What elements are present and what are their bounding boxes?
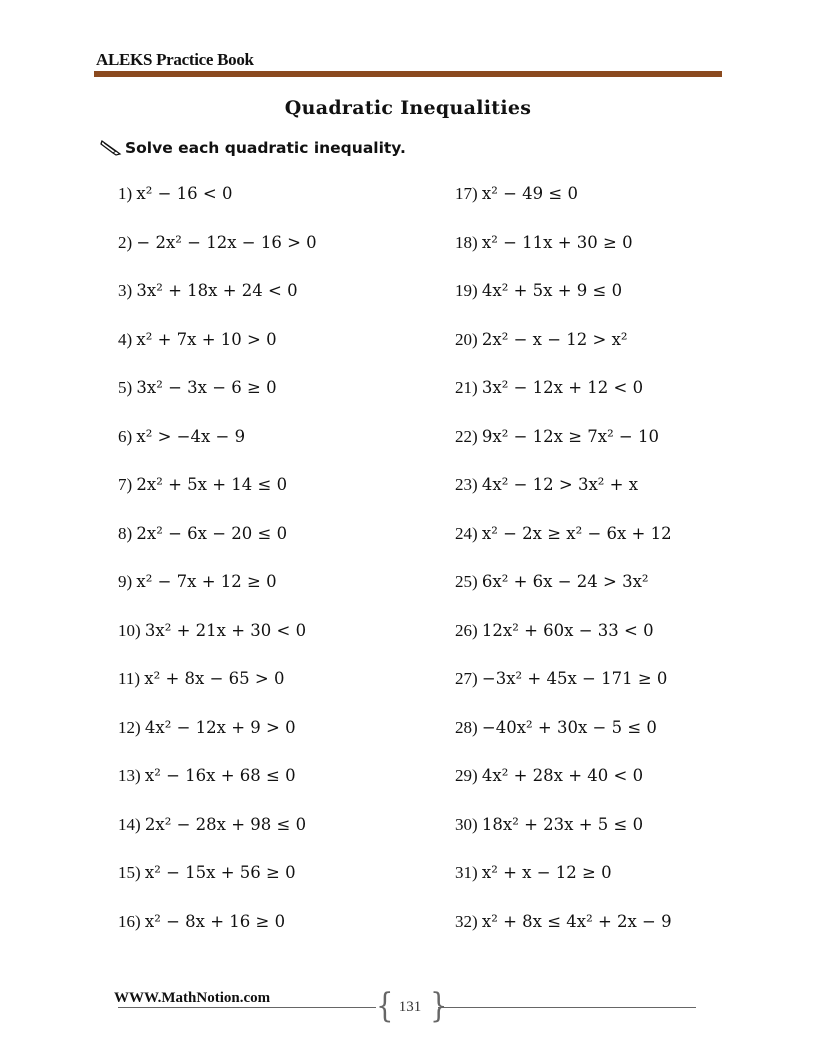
problem-number: 16) [118, 911, 141, 931]
problem-item [455, 330, 628, 350]
problem-item [455, 427, 659, 447]
problem-number: 8) [118, 523, 133, 543]
problem-item [118, 330, 277, 350]
problem-number: 2) [118, 232, 133, 252]
problem-item [118, 475, 287, 495]
problem-number: 27) [455, 669, 478, 688]
problem-item [455, 233, 633, 253]
problem-item [118, 572, 277, 592]
problem-number: 7) [118, 475, 133, 494]
problem-expression: x² − 49 ≤ 0 [481, 184, 578, 203]
problem-item [455, 621, 654, 641]
problem-number: 20) [455, 329, 478, 349]
problem-number: 12) [118, 717, 141, 737]
page-title: Quadratic Inequalities [284, 97, 532, 119]
problem-expression: x² − 7x + 12 ≥ 0 [136, 572, 277, 591]
problem-expression: 2x² + 5x + 14 ≤ 0 [136, 475, 288, 494]
problem-item [455, 524, 672, 544]
problem-number: 32) [455, 911, 478, 931]
problem-item [118, 281, 298, 301]
problem-number: 19) [455, 281, 478, 300]
problem-expression: 3x² + 21x + 30 < 0 [144, 620, 307, 640]
problem-number: 31) [455, 863, 478, 882]
problem-number: 6) [118, 426, 133, 446]
problem-item [455, 718, 657, 738]
problem-item [455, 815, 643, 835]
problem-item [118, 427, 245, 447]
problem-number: 11) [118, 669, 141, 688]
problem-expression: 3x² + 18x + 24 < 0 [136, 281, 298, 300]
problem-number: 23) [455, 475, 478, 494]
problem-number: 9) [118, 572, 133, 591]
problem-item [455, 766, 643, 786]
problem-expression: x² − 15x + 56 ≥ 0 [144, 863, 296, 882]
problem-item [455, 912, 672, 932]
problem-item [118, 863, 296, 883]
problem-item [118, 815, 306, 835]
problem-item [455, 863, 612, 883]
problem-number: 1) [118, 184, 133, 203]
problem-expression: x² − 2x ≥ x² − 6x + 12 [481, 523, 672, 543]
page-number: 131 [398, 999, 422, 1015]
problem-expression: x² + 8x ≤ 4x² + 2x − 9 [481, 911, 672, 931]
problem-item [455, 184, 578, 204]
problem-item [118, 766, 296, 786]
problem-expression: 2x² − x − 12 > x² [481, 329, 628, 349]
problem-expression: x² + 8x − 65 > 0 [144, 669, 285, 688]
problem-expression: x² + 7x + 10 > 0 [136, 329, 277, 349]
problem-number: 21) [455, 378, 478, 397]
problem-number: 5) [118, 378, 133, 397]
problem-expression: 4x² + 5x + 9 ≤ 0 [481, 281, 623, 300]
problem-number: 17) [455, 184, 478, 203]
footer-rule-left [118, 1007, 376, 1008]
problem-item [455, 378, 643, 398]
problem-expression: −40x² + 30x − 5 ≤ 0 [481, 717, 657, 737]
problem-number: 10) [118, 620, 141, 640]
problem-number: 30) [455, 814, 478, 834]
instruction [100, 138, 406, 158]
problem-number: 14) [118, 814, 141, 834]
problem-item [455, 475, 638, 495]
problem-expression: x² − 8x + 16 ≥ 0 [144, 911, 286, 931]
right-bracket-icon: } [430, 986, 448, 1026]
problem-number: 22) [455, 426, 478, 446]
problem-item [118, 378, 277, 398]
problem-expression: x² − 11x + 30 ≥ 0 [481, 232, 633, 252]
problem-number: 25) [455, 572, 478, 591]
problem-number: 24) [455, 523, 478, 543]
problem-expression: 2x² − 28x + 98 ≤ 0 [144, 814, 307, 834]
problem-number: 28) [455, 717, 478, 737]
problem-item [455, 281, 622, 301]
problem-expression: 3x² − 3x − 6 ≥ 0 [136, 378, 277, 397]
problem-item [455, 669, 667, 689]
problem-item [118, 669, 284, 689]
problem-expression: x² − 16x + 68 ≤ 0 [144, 766, 296, 785]
problem-expression: 2x² − 6x − 20 ≤ 0 [136, 523, 288, 543]
left-bracket-icon: { [376, 986, 394, 1026]
problem-number: 29) [455, 766, 478, 785]
problem-item [118, 524, 287, 544]
problem-expression: 4x² − 12x + 9 > 0 [144, 717, 296, 737]
header-rule [94, 71, 722, 77]
problem-number: 18) [455, 232, 478, 252]
problem-item [118, 233, 317, 253]
problem-number: 3) [118, 281, 133, 300]
problem-expression: − 2x² − 12x − 16 > 0 [136, 232, 317, 252]
footer-rule-right [438, 1007, 696, 1008]
problem-expression: x² − 16 < 0 [136, 184, 233, 203]
problem-item [118, 718, 296, 738]
problem-expression: 18x² + 23x + 5 ≤ 0 [481, 814, 644, 834]
problem-item [118, 912, 285, 932]
problem-expression: 12x² + 60x − 33 < 0 [481, 620, 654, 640]
problem-expression: −3x² + 45x − 171 ≥ 0 [481, 669, 668, 688]
problem-item [455, 572, 649, 592]
problem-number: 13) [118, 766, 141, 785]
pencil-icon [100, 138, 124, 158]
problem-number: 26) [455, 620, 478, 640]
problem-expression: 3x² − 12x + 12 < 0 [481, 378, 644, 397]
problem-number: 15) [118, 863, 141, 882]
problem-expression: 9x² − 12x ≥ 7x² − 10 [481, 426, 659, 446]
book-title: ALEKS Practice Book [96, 50, 254, 69]
instruction-text: Solve each quadratic inequality. [125, 139, 406, 157]
problem-expression: 4x² + 28x + 40 < 0 [481, 766, 644, 785]
problem-expression: 4x² − 12 > 3x² + x [481, 475, 639, 494]
footer-url: WWW.MathNotion.com [114, 990, 271, 1006]
problem-number: 4) [118, 329, 133, 349]
problem-item [118, 621, 306, 641]
problem-expression: x² + x − 12 ≥ 0 [481, 863, 612, 882]
problem-expression: 6x² + 6x − 24 > 3x² [481, 572, 649, 591]
problem-item [118, 184, 232, 204]
problem-expression: x² > −4x − 9 [136, 426, 246, 446]
